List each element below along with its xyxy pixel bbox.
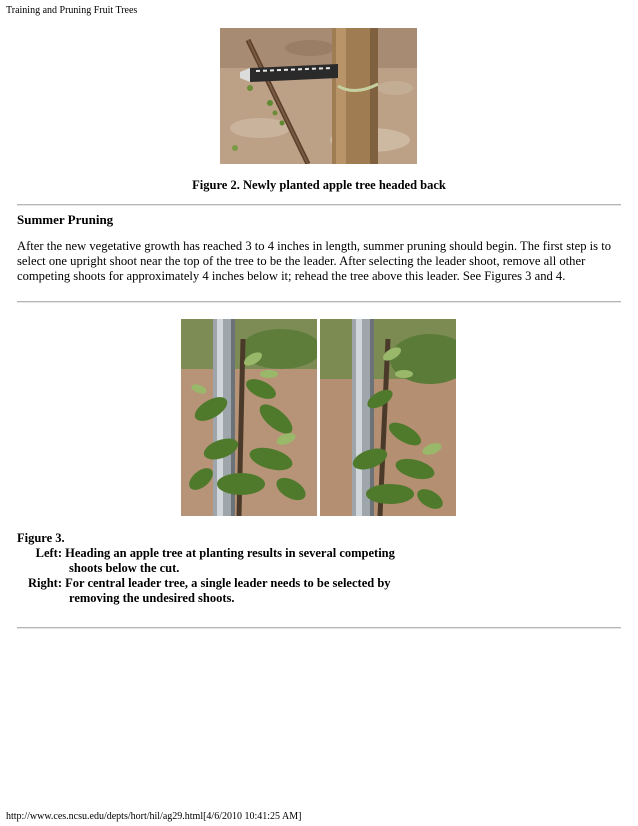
figure3-left-text: Heading an apple tree at planting results in several competing (65, 546, 395, 560)
figure2-caption: Figure 2. Newly planted apple tree headed back (192, 178, 446, 192)
apple-tree-stake-image (220, 28, 417, 164)
section-paragraph: After the new vegetative growth has reached 3 to 4 inches in length, summer pruning should begin. The first step is to select one upright shoot near the top of the tree to be the leader. After selecting the leader shoot, remove all other competing shoots for approximately 4 inches below it; rehead the tree above this leader. See Figures 3 and 4. (17, 239, 611, 283)
figure3-left-photo (181, 319, 317, 516)
competing-shoots-image (181, 319, 317, 516)
divider (17, 627, 621, 629)
figure3-right-text-cont: removing the undesired shoots. (69, 591, 235, 605)
page-header: Training and Pruning Fruit Trees (6, 5, 138, 16)
figure3-caption (17, 531, 395, 606)
figure3-left-row (17, 546, 395, 561)
figure3-title: Figure 3. (17, 531, 65, 545)
figure3-left-label: Left: (35, 546, 62, 560)
page-footer-url: http://www.ces.ncsu.edu/depts/hort/hil/ag29.html[4/6/2010 10:41:25 AM] (6, 811, 302, 822)
figure2-photo (220, 28, 417, 164)
figure3-right-label: Right: (27, 576, 62, 590)
divider (17, 301, 621, 303)
figure3-right-row (17, 576, 395, 591)
figure3-left-text-cont: shoots below the cut. (69, 561, 180, 575)
figure3-right-text: For central leader tree, a single leader needs to be selected by (65, 576, 391, 590)
section-title: Summer Pruning (17, 212, 114, 227)
figure3-right-photo (320, 319, 456, 516)
single-leader-image (320, 319, 456, 516)
divider (17, 204, 621, 206)
